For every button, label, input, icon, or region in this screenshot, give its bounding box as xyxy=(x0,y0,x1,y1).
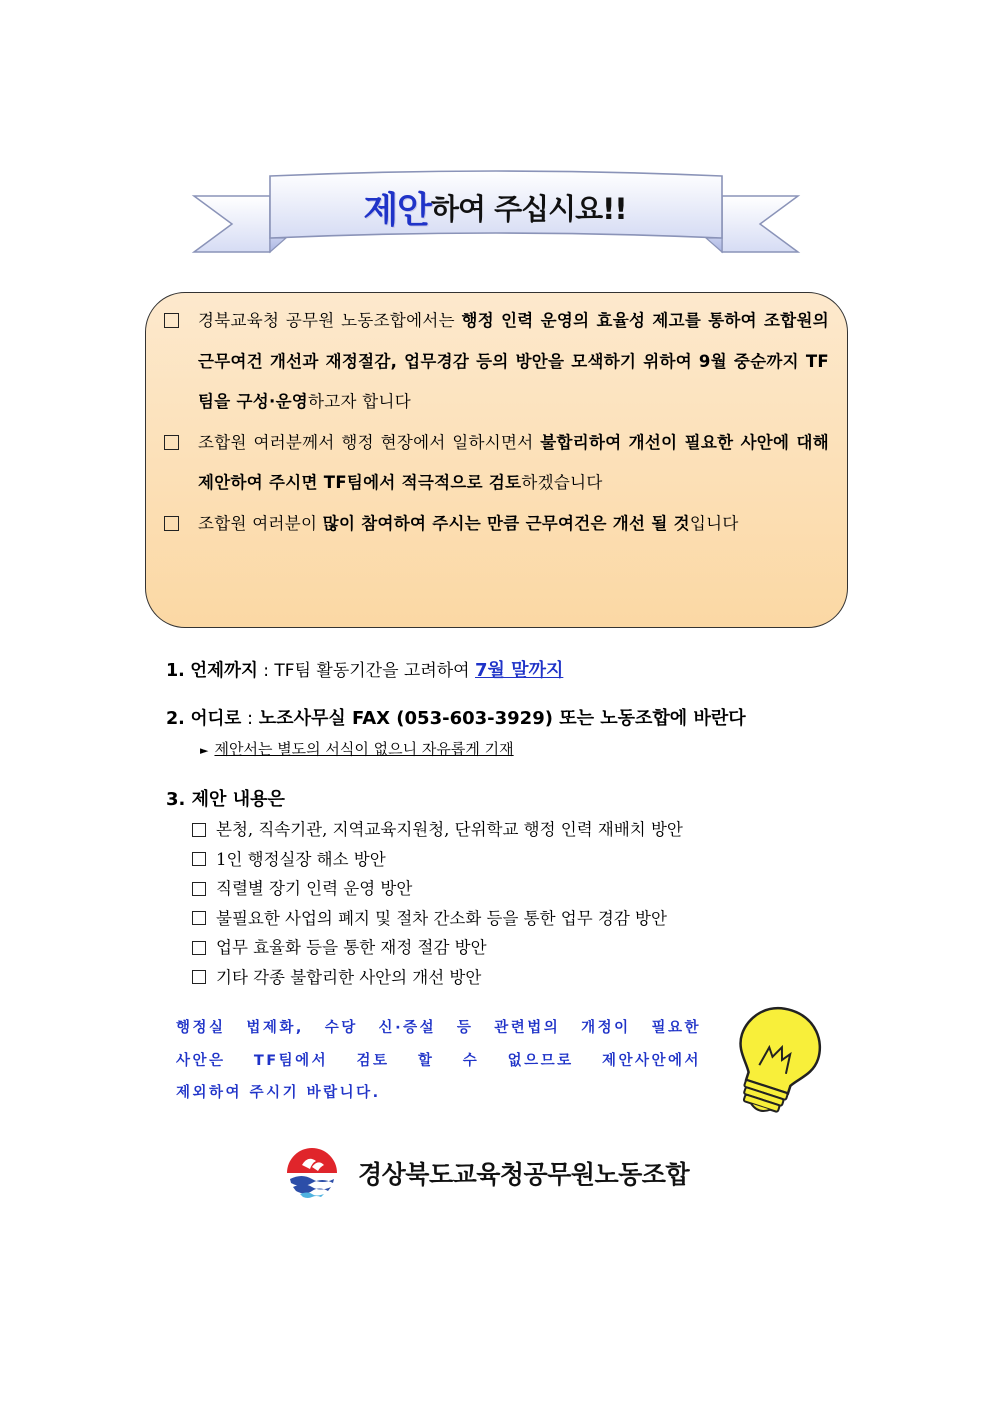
light-bulb-icon xyxy=(720,1000,832,1118)
notice-item: 조합원 여러분이 많이 참여하여 주시는 만큼 근무여건은 개선 될 것입니다 xyxy=(164,504,829,545)
organization-name: 경상북도교육청공무원노동조합 xyxy=(358,1160,690,1189)
checkbox-square-icon xyxy=(164,435,179,450)
destination-value: 노조사무실 FAX (053-603-3929) 또는 노동조합에 바란다 xyxy=(258,708,746,729)
exclusion-note: 행정실 법제화, 수당 신·증설 등 관련법의 개정이 필요한 사안은 TF팀에서 검토 할 수 없으므로 제안사안에서 제외하여 주시기 바랍니다. xyxy=(176,1020,701,1101)
content-heading: 3. 제안 내용은 xyxy=(166,789,285,810)
notice-box xyxy=(145,292,848,628)
checkbox-square-icon xyxy=(192,970,206,984)
checkbox-square-icon xyxy=(164,516,179,531)
checkbox-square-icon xyxy=(164,313,179,328)
destination-row: 2. 어디로 : 노조사무실 FAX (053-603-3929) 또는 노동조합에 바란다 xyxy=(166,708,746,729)
banner-title xyxy=(270,178,720,236)
checkbox-square-icon xyxy=(192,882,206,896)
notice-item: 조합원 여러분께서 행정 현장에서 일하시면서 불합리하여 개선이 필요한 사안에 대해 제안하여 주시면 TF팀에서 적극적으로 검토하겠습니다 xyxy=(164,423,829,504)
list-item: 불필요한 사업의 폐지 및 절차 간소화 등을 통한 업무 경감 방안 xyxy=(192,904,683,934)
banner-accent-text: 제안 xyxy=(363,189,431,231)
pointer-triangle-icon: ► xyxy=(200,744,209,757)
banner-rest-text: 하여 주십시요!! xyxy=(430,191,627,226)
footer xyxy=(286,1145,689,1201)
checkbox-square-icon xyxy=(192,852,206,866)
checkbox-square-icon xyxy=(192,823,206,837)
list-item: 본청, 직속기관, 지역교육지원청, 단위학교 행정 인력 재배치 방안 xyxy=(192,815,683,845)
deadline-label: 언제까지 xyxy=(190,661,258,681)
list-item: 기타 각종 불합리한 사안의 개선 방안 xyxy=(192,963,683,993)
checkbox-square-icon xyxy=(192,911,206,925)
union-logo-icon xyxy=(286,1147,338,1199)
notice-item: 경북교육청 공무원 노동조합에서는 행정 인력 운영의 효율성 제고를 통하여 조합원의 근무여건 개선과 재정절감, 업무경감 등의 방안을 모색하기 위하여 9월 중순까지 TF팀을 구성·운영하고자 합니다 xyxy=(164,301,829,423)
deadline-row: 1. 언제까지 : TF팀 활동기간을 고려하여 7월 말까지 xyxy=(166,660,564,681)
title-banner xyxy=(190,168,802,260)
checkbox-square-icon xyxy=(192,941,206,955)
destination-label: 어디로 xyxy=(190,709,242,729)
content-list xyxy=(192,815,683,992)
list-item: 1인 행정실장 해소 방안 xyxy=(192,845,683,875)
destination-note: ► 제안서는 별도의 서식이 없으니 자유롭게 기재 xyxy=(200,740,514,758)
list-item: 직렬별 장기 인력 운영 방안 xyxy=(192,874,683,904)
deadline-value: 7월 말까지 xyxy=(475,660,564,681)
list-item: 업무 효율화 등을 통한 재정 절감 방안 xyxy=(192,933,683,963)
